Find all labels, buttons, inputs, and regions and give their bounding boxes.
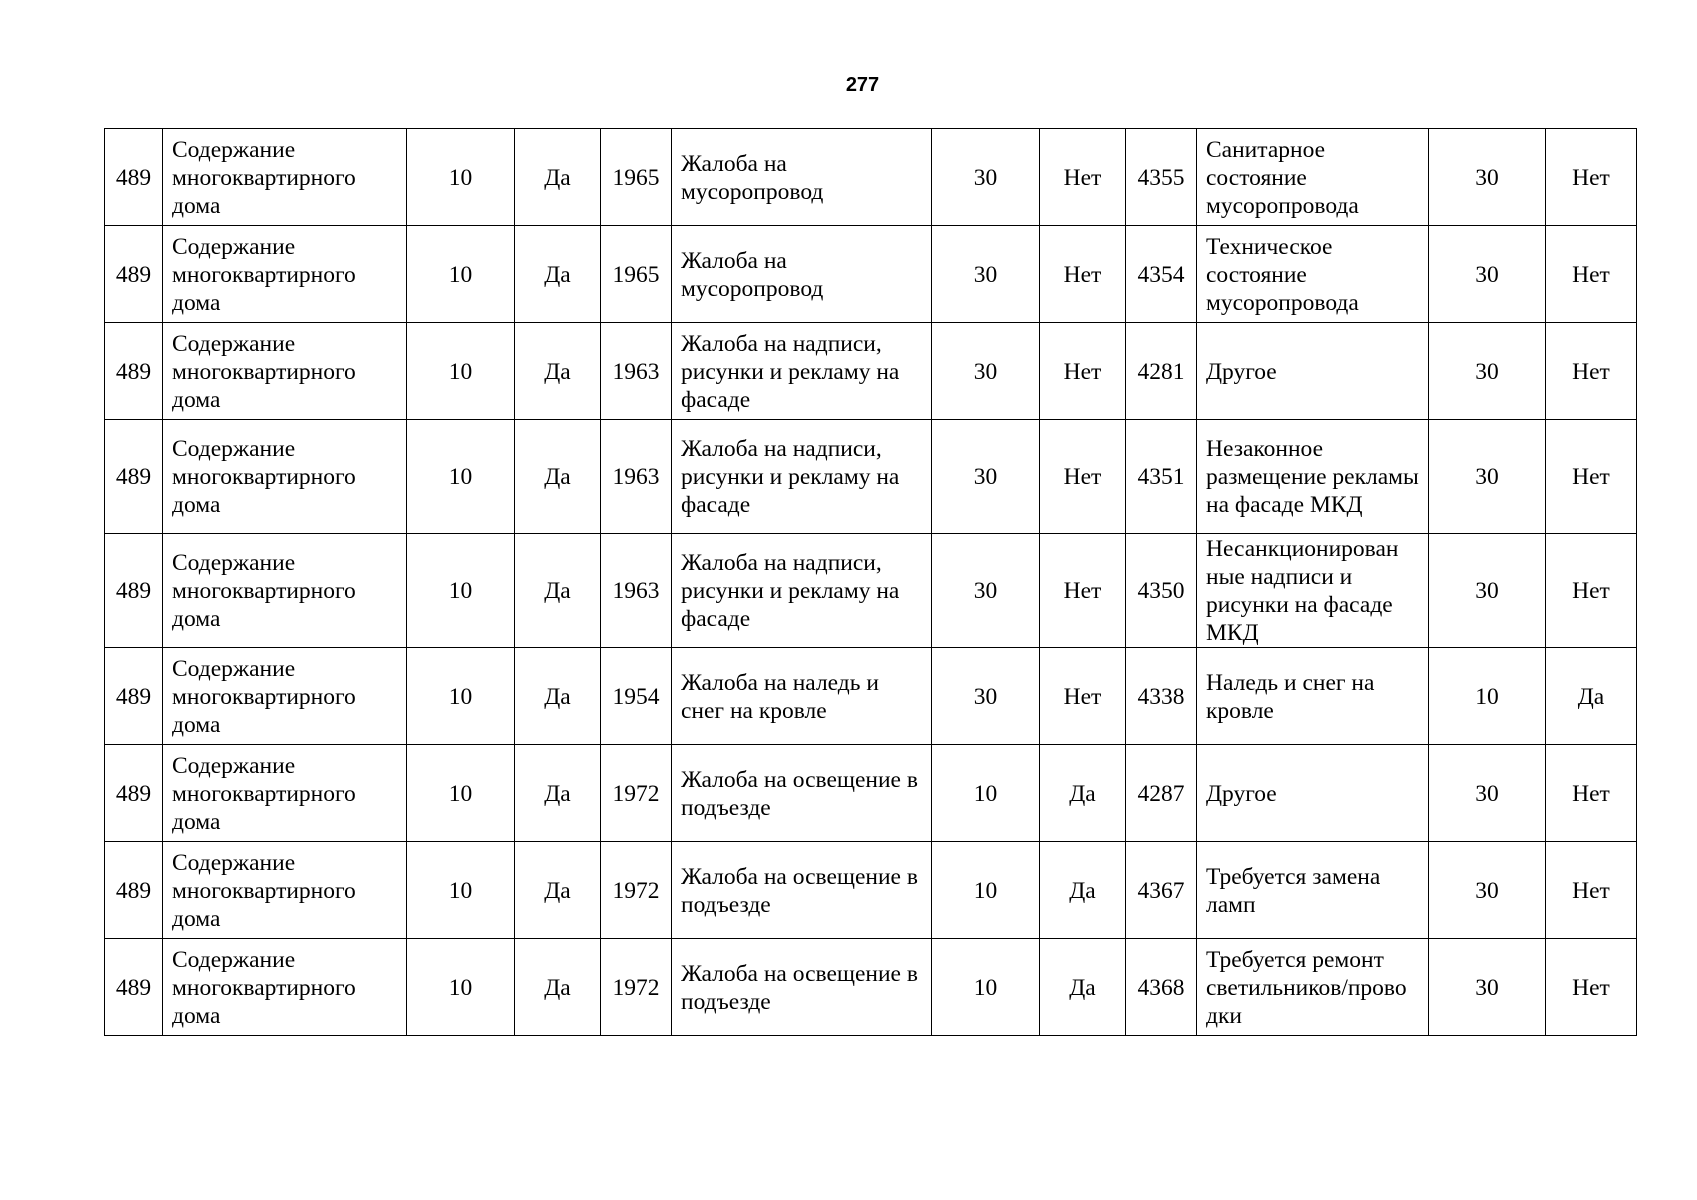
cell-id: 489 — [105, 939, 163, 1036]
cell-reason-flag: Да — [1546, 648, 1637, 745]
cell-id: 489 — [105, 420, 163, 534]
cell-complaint-id: 1963 — [601, 534, 672, 648]
cell-reason-flag: Нет — [1546, 129, 1637, 226]
cell-category: Содержание многоквартирного дома — [163, 842, 407, 939]
cell-category-days: 10 — [407, 420, 515, 534]
cell-reason-id: 4350 — [1126, 534, 1197, 648]
cell-reason: Незаконное размещение рекламы на фасаде МКД — [1197, 420, 1429, 534]
cell-category-flag: Да — [515, 226, 601, 323]
cell-id: 489 — [105, 534, 163, 648]
cell-complaint-flag: Да — [1040, 842, 1126, 939]
cell-reason-flag: Нет — [1546, 420, 1637, 534]
cell-complaint: Жалоба на надписи, рисунки и рекламу на фасаде — [672, 534, 932, 648]
cell-complaint-id: 1963 — [601, 323, 672, 420]
cell-category: Содержание многоквартирного дома — [163, 745, 407, 842]
cell-complaint-days: 30 — [932, 534, 1040, 648]
cell-reason: Другое — [1197, 323, 1429, 420]
cell-reason: Санитарное состояние мусоропровода — [1197, 129, 1429, 226]
cell-reason-flag: Нет — [1546, 534, 1637, 648]
cell-reason: Наледь и снег на кровле — [1197, 648, 1429, 745]
cell-reason-id: 4351 — [1126, 420, 1197, 534]
cell-reason-days: 30 — [1429, 939, 1546, 1036]
cell-complaint-id: 1963 — [601, 420, 672, 534]
cell-complaint-days: 30 — [932, 420, 1040, 534]
cell-reason: Требуется замена ламп — [1197, 842, 1429, 939]
cell-complaint-days: 30 — [932, 323, 1040, 420]
cell-category-flag: Да — [515, 939, 601, 1036]
cell-complaint-flag: Нет — [1040, 648, 1126, 745]
cell-complaint-flag: Нет — [1040, 420, 1126, 534]
cell-complaint-days: 10 — [932, 939, 1040, 1036]
cell-complaint-days: 30 — [932, 129, 1040, 226]
cell-complaint-flag: Да — [1040, 745, 1126, 842]
page-number: 277 — [845, 74, 880, 96]
cell-reason-days: 30 — [1429, 323, 1546, 420]
cell-complaint: Жалоба на освещение в подъезде — [672, 939, 932, 1036]
cell-category: Содержание многоквартирного дома — [163, 534, 407, 648]
table-row — [105, 129, 1637, 226]
cell-reason-id: 4354 — [1126, 226, 1197, 323]
cell-complaint-days: 30 — [932, 648, 1040, 745]
cell-category-days: 10 — [407, 648, 515, 745]
cell-reason-id: 4368 — [1126, 939, 1197, 1036]
cell-category-flag: Да — [515, 745, 601, 842]
table-row — [105, 745, 1637, 842]
table-row — [105, 420, 1637, 534]
cell-complaint-id: 1965 — [601, 226, 672, 323]
cell-reason-days: 30 — [1429, 226, 1546, 323]
cell-id: 489 — [105, 648, 163, 745]
table-row — [105, 323, 1637, 420]
cell-reason-flag: Нет — [1546, 226, 1637, 323]
cell-category-days: 10 — [407, 129, 515, 226]
cell-complaint: Жалоба на наледь и снег на кровле — [672, 648, 932, 745]
cell-reason-days: 30 — [1429, 842, 1546, 939]
cell-complaint: Жалоба на освещение в подъезде — [672, 842, 932, 939]
cell-complaint-days: 10 — [932, 842, 1040, 939]
cell-category-flag: Да — [515, 323, 601, 420]
cell-id: 489 — [105, 226, 163, 323]
cell-id: 489 — [105, 323, 163, 420]
cell-complaint: Жалоба на надписи, рисунки и рекламу на фасаде — [672, 323, 932, 420]
cell-complaint-id: 1954 — [601, 648, 672, 745]
cell-id: 489 — [105, 745, 163, 842]
cell-complaint-days: 30 — [932, 226, 1040, 323]
data-table — [104, 128, 1637, 1036]
cell-reason-flag: Нет — [1546, 745, 1637, 842]
cell-complaint-flag: Нет — [1040, 534, 1126, 648]
cell-complaint-flag: Да — [1040, 939, 1126, 1036]
cell-category-days: 10 — [407, 842, 515, 939]
cell-reason-id: 4355 — [1126, 129, 1197, 226]
cell-complaint: Жалоба на мусоропровод — [672, 226, 932, 323]
cell-category-flag: Да — [515, 842, 601, 939]
cell-category-days: 10 — [407, 745, 515, 842]
cell-reason-days: 30 — [1429, 420, 1546, 534]
cell-reason: Несанкционирован ные надписи и рисунки на фасаде МКД — [1197, 534, 1429, 648]
table-body — [105, 129, 1637, 1036]
table-row — [105, 534, 1637, 648]
table-row — [105, 226, 1637, 323]
cell-complaint-flag: Нет — [1040, 226, 1126, 323]
cell-category-flag: Да — [515, 648, 601, 745]
cell-category: Содержание многоквартирного дома — [163, 226, 407, 323]
cell-id: 489 — [105, 842, 163, 939]
cell-complaint: Жалоба на мусоропровод — [672, 129, 932, 226]
cell-complaint-days: 10 — [932, 745, 1040, 842]
cell-category-days: 10 — [407, 939, 515, 1036]
cell-reason-days: 30 — [1429, 534, 1546, 648]
cell-reason: Другое — [1197, 745, 1429, 842]
cell-category: Содержание многоквартирного дома — [163, 420, 407, 534]
cell-complaint: Жалоба на надписи, рисунки и рекламу на фасаде — [672, 420, 932, 534]
cell-category: Содержание многоквартирного дома — [163, 129, 407, 226]
cell-reason-id: 4367 — [1126, 842, 1197, 939]
cell-category-days: 10 — [407, 534, 515, 648]
cell-reason-id: 4281 — [1126, 323, 1197, 420]
cell-category: Содержание многоквартирного дома — [163, 648, 407, 745]
table-row — [105, 842, 1637, 939]
cell-category-flag: Да — [515, 129, 601, 226]
cell-category-days: 10 — [407, 323, 515, 420]
cell-id: 489 — [105, 129, 163, 226]
cell-category-flag: Да — [515, 420, 601, 534]
cell-complaint-flag: Нет — [1040, 129, 1126, 226]
table-row — [105, 939, 1637, 1036]
cell-category: Содержание многоквартирного дома — [163, 323, 407, 420]
cell-complaint-id: 1972 — [601, 939, 672, 1036]
cell-complaint-flag: Нет — [1040, 323, 1126, 420]
cell-reason-days: 30 — [1429, 745, 1546, 842]
cell-reason: Требуется ремонт светильников/прово дки — [1197, 939, 1429, 1036]
cell-complaint: Жалоба на освещение в подъезде — [672, 745, 932, 842]
cell-reason-days: 10 — [1429, 648, 1546, 745]
cell-complaint-id: 1972 — [601, 842, 672, 939]
table-row — [105, 648, 1637, 745]
cell-reason-flag: Нет — [1546, 842, 1637, 939]
cell-reason-id: 4287 — [1126, 745, 1197, 842]
cell-category-flag: Да — [515, 534, 601, 648]
cell-reason-flag: Нет — [1546, 939, 1637, 1036]
cell-category-days: 10 — [407, 226, 515, 323]
cell-category: Содержание многоквартирного дома — [163, 939, 407, 1036]
cell-reason-flag: Нет — [1546, 323, 1637, 420]
cell-reason-id: 4338 — [1126, 648, 1197, 745]
cell-reason-days: 30 — [1429, 129, 1546, 226]
cell-complaint-id: 1972 — [601, 745, 672, 842]
cell-complaint-id: 1965 — [601, 129, 672, 226]
cell-reason: Техническое состояние мусоропровода — [1197, 226, 1429, 323]
